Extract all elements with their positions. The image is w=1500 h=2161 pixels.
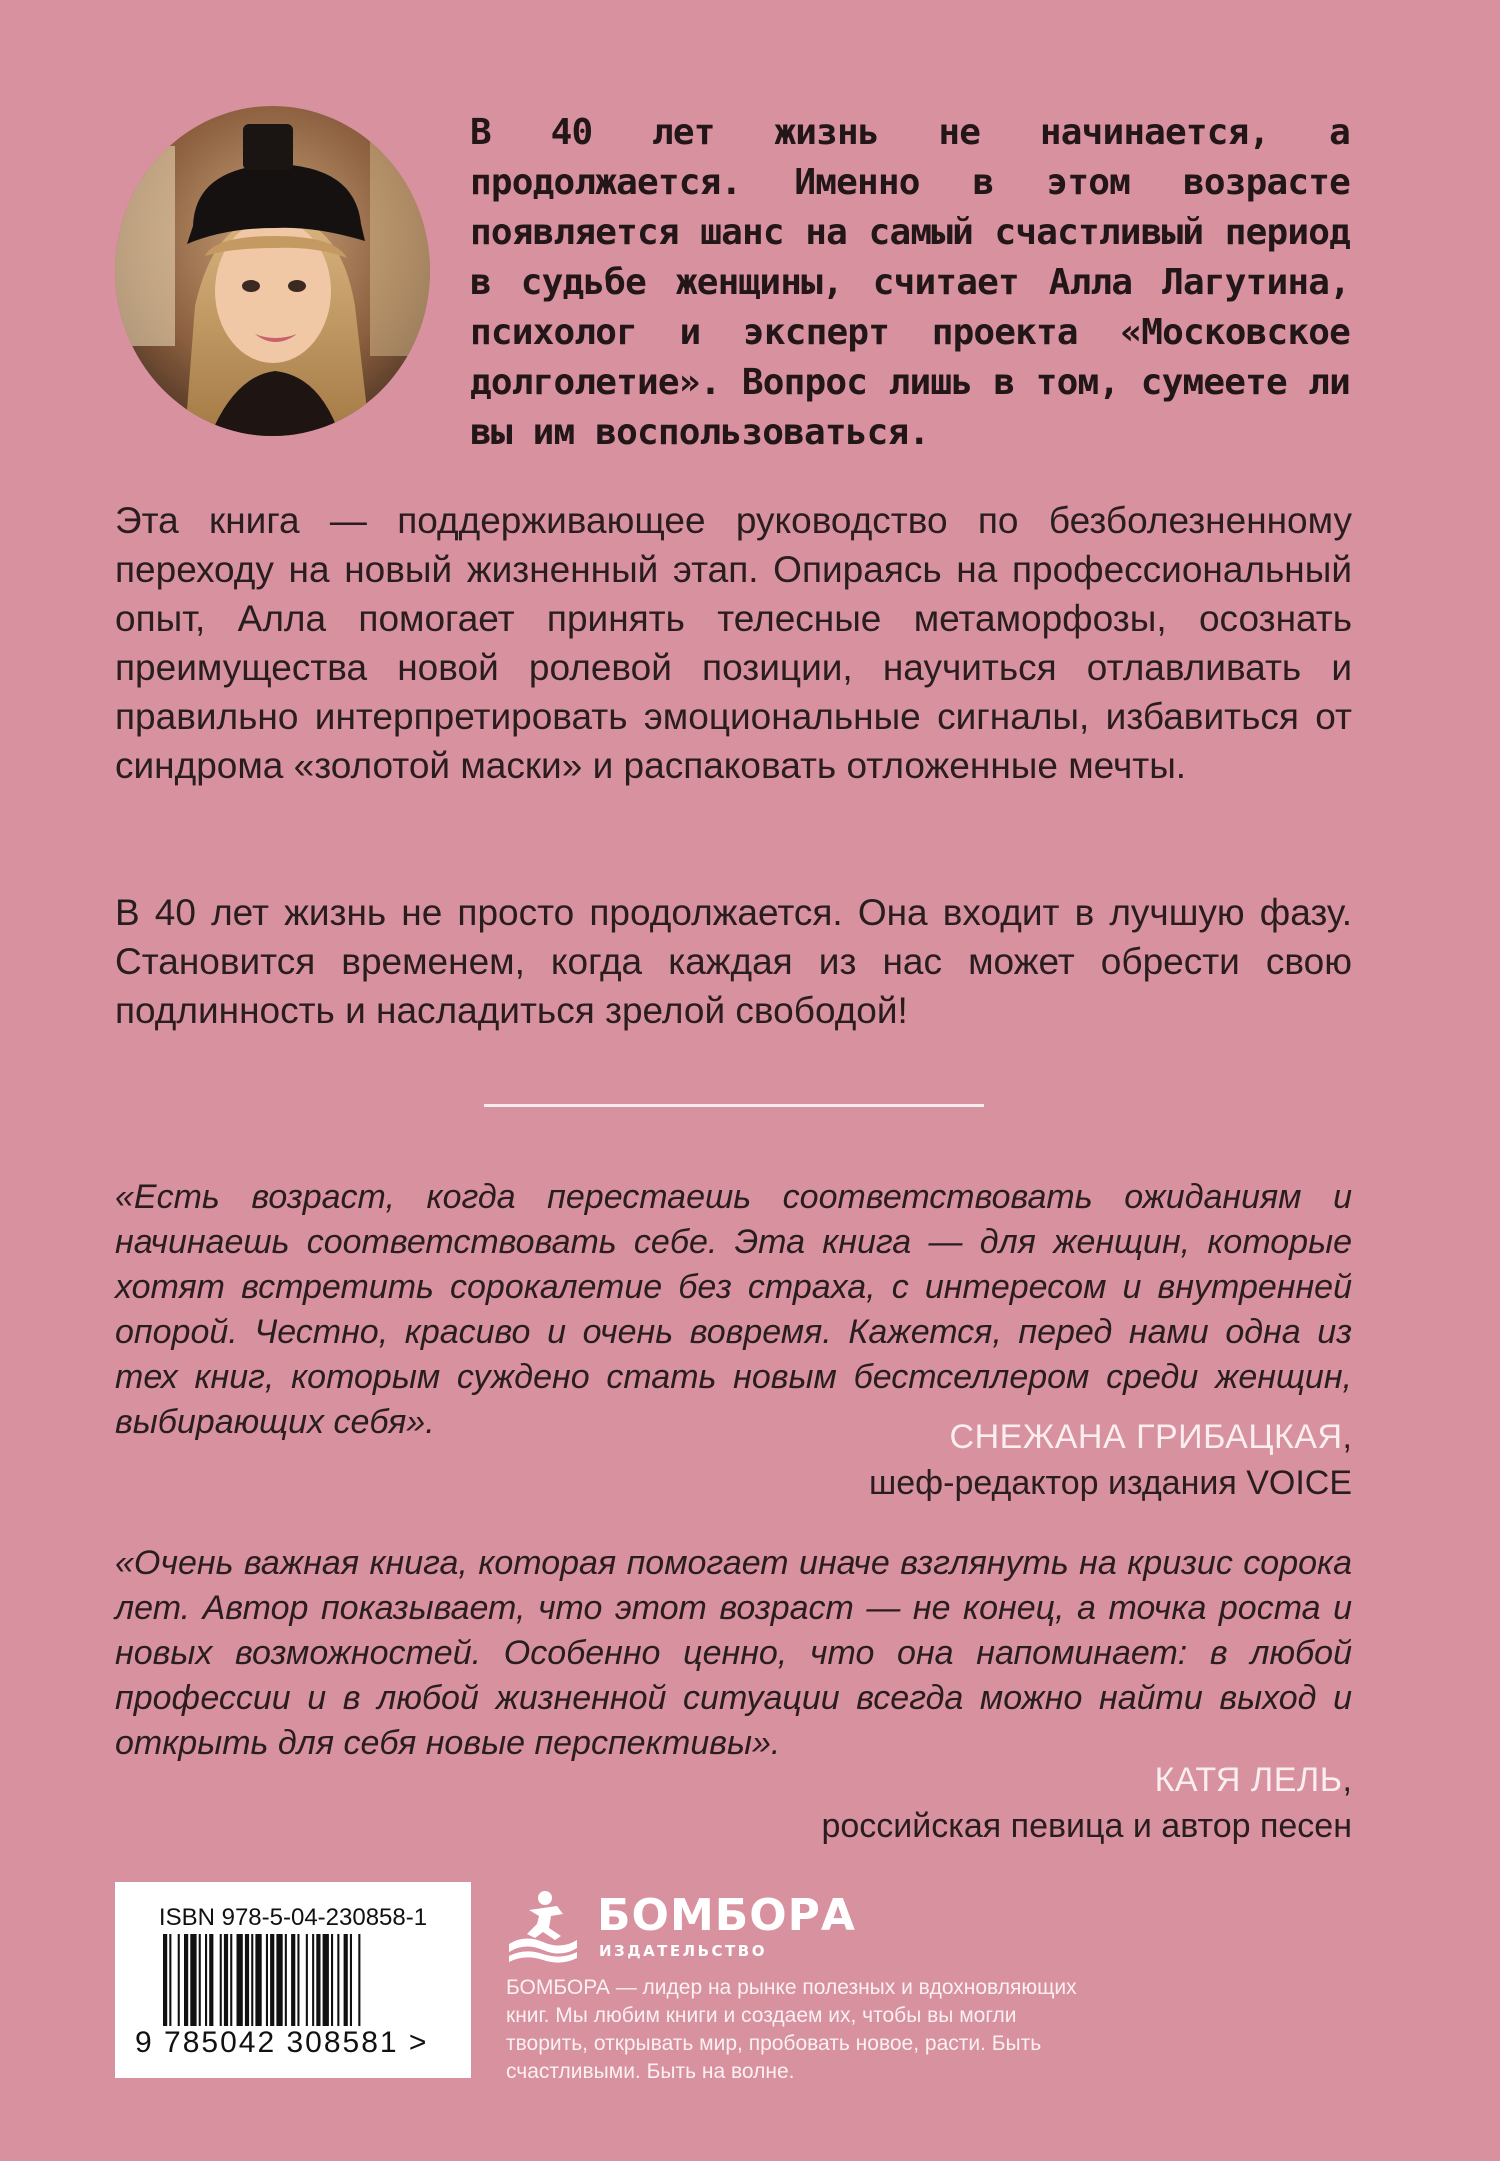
review-quote-1: «Есть возраст, когда перестаешь соответствовать ожиданиям и начинаешь соответствовать себе. Эта книга — для женщин, которые хотят встретить сорокалетие без страха, с интересом и внутренней опорой. Честно, красиво и очень вовремя. Кажется, перед нами одна из тех книг, которым суждено стать новым бестселлером среди женщин, выбирающих себя». [115,1178,1352,1441]
barcode-bar [291,1934,295,2026]
reviewer-name: КАТЯ ЛЕЛЬ [1154,1761,1343,1799]
author-photo [115,106,430,436]
barcode-bar [245,1934,249,2026]
barcode-bar [230,1934,232,2026]
publisher-subtitle: ИЗДАТЕЛЬСТВО [599,1942,767,1960]
barcode-bar [323,1934,329,2026]
isbn-barcode-box [115,1882,471,2078]
review-attribution-2: КАТЯ ЛЕЛЬ, российская певица и автор песен [821,1757,1352,1849]
barcode-bar [209,1934,213,2026]
barcode-bar [276,1934,282,2026]
barcode-bar [205,1934,207,2026]
review-attribution-1: СНЕЖАНА ГРИБАЦКАЯ, шеф-редактор издания VOICE [869,1414,1352,1506]
barcode-bar [178,1934,180,2026]
barcode-bar [255,1934,261,2026]
barcode-bar [270,1934,274,2026]
publisher-surfer-icon [505,1888,581,1964]
reviewer-role: шеф-редактор издания VOICE [868,1464,1352,1502]
barcode-bar [306,1934,308,2026]
reviewer-name: СНЕЖАНА ГРИБАЦКАЯ [949,1418,1343,1456]
barcode-digits: 9 785042 308581 > [135,2026,429,2059]
divider-line [484,1104,984,1107]
barcode-bar [184,1934,188,2026]
barcode-bar [190,1934,196,2026]
barcode-bar [358,1934,360,2026]
barcode-bar [331,1934,333,2026]
barcode-bar [297,1934,299,2026]
barcode-bar [344,1934,348,2026]
barcode-bar [237,1934,243,2026]
barcode-bar [312,1934,314,2026]
barcode-bar [350,1934,352,2026]
barcode-bar [316,1934,320,2026]
publisher-description: БОМБОРА — лидер на рынке полезных и вдохновляющих книг. Мы любим книги и создаем их, чтобы вы могли творить, открывать мир, пробовать новое, расти. Быть счастливыми. Быть на волне. [506,1976,1077,2083]
publisher-logo [505,1888,865,1964]
barcode-bar [285,1934,287,2026]
isbn-label: ISBN 978-5-04-230858-1 [158,1904,428,1931]
barcode-bar [251,1934,253,2026]
barcode-bar [224,1934,228,2026]
publisher-name: БОМБОРА [597,1890,856,1941]
barcode-bar [199,1934,201,2026]
review-quote-2: «Очень важная книга, которая помогает иначе взглянуть на кризис сорока лет. Автор показывает, что этот возраст — не конец, а точка роста и новых возможностей. Особенно ценно, что она напоминает: в любой профессии и в любой жизненной ситуации всегда можно найти выход и открыть для себя новые перспективы». [115,1544,1352,1762]
intro-text: В 40 лет жизнь не начинается, а продолжается. Именно в этом возрасте появляется шанс на самый счастливый период в судьбе женщины, считает Алла Лагутина, психолог и эксперт проекта «Московское долголетие». Вопрос лишь в том, сумеете ли вы им воспользоваться. [470,112,1350,453]
description-paragraph: Эта книга — поддерживающее руководство по безболезненному переходу на новый жизненный этап. Опираясь на профессиональный опыт, Алла помогает принять телесные метаморфозы, осознать преимущества новой ролевой позиции, научиться отлавливать и правильно интерпретировать эмоциональные сигналы, избавиться от синдрома «золотой маски» и распаковать отложенные мечты. [115,500,1352,786]
barcode-image [163,1934,423,2026]
description-paragraph-closing: В 40 лет жизнь не просто продолжается. Она входит в лучшую фазу. Становится временем, когда каждая из нас может обрести свою подлинность и насладиться зрелой свободой! [115,892,1352,1031]
reviewer-role: российская певица и автор песен [821,1807,1352,1845]
barcode-bar [220,1934,222,2026]
barcode-bar [169,1934,171,2026]
barcode-bar [337,1934,339,2026]
barcode-bar [266,1934,268,2026]
author-portrait-image [115,106,430,436]
barcode-bar [163,1934,167,2026]
